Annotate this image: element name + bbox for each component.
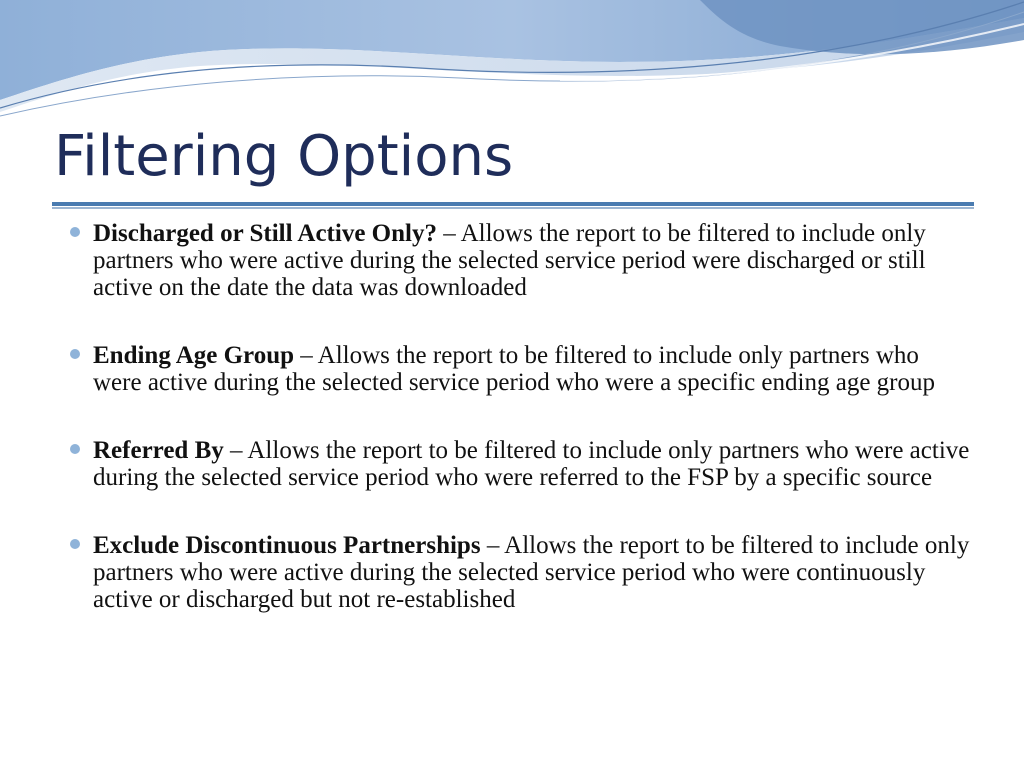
- bullet-text: – Allows the report to be filtered to include only partners who were active during the selected service period who were a specific ending age group: [93, 342, 935, 396]
- bullet-item-ending-age-group: [70, 342, 970, 396]
- bullet-term: Discharged or Still Active Only?: [93, 220, 437, 247]
- bullet-item-referred-by: [70, 437, 970, 491]
- bullet-item-discharged: [70, 220, 970, 301]
- header-wave-decoration: [0, 0, 1024, 130]
- bullet-dot-icon: [70, 227, 80, 237]
- bullet-dot-icon: [70, 349, 80, 359]
- bullet-item-exclude-discontinuous: [70, 532, 970, 613]
- bullet-text: – Allows the report to be filtered to include only partners who were active during the selected service period were discharged or still active on the date the data was downloaded: [93, 220, 926, 301]
- bullet-text: – Allows the report to be filtered to include only partners who were active during the selected service period who were continuously active or discharged but not re-established: [93, 532, 970, 613]
- slide-title: Filtering Options: [54, 124, 514, 189]
- bullet-list: [70, 220, 970, 654]
- bullet-dot-icon: [70, 444, 80, 454]
- bullet-term: Ending Age Group: [93, 342, 295, 369]
- bullet-dot-icon: [70, 539, 80, 549]
- bullet-term: Referred By: [93, 437, 224, 464]
- bullet-text: – Allows the report to be filtered to include only partners who were active during the selected service period who were referred to the FSP by a specific source: [93, 437, 970, 491]
- title-underline-secondary: [52, 207, 974, 209]
- title-underline: [52, 202, 974, 206]
- bullet-term: Exclude Discontinuous Partnerships: [93, 532, 481, 559]
